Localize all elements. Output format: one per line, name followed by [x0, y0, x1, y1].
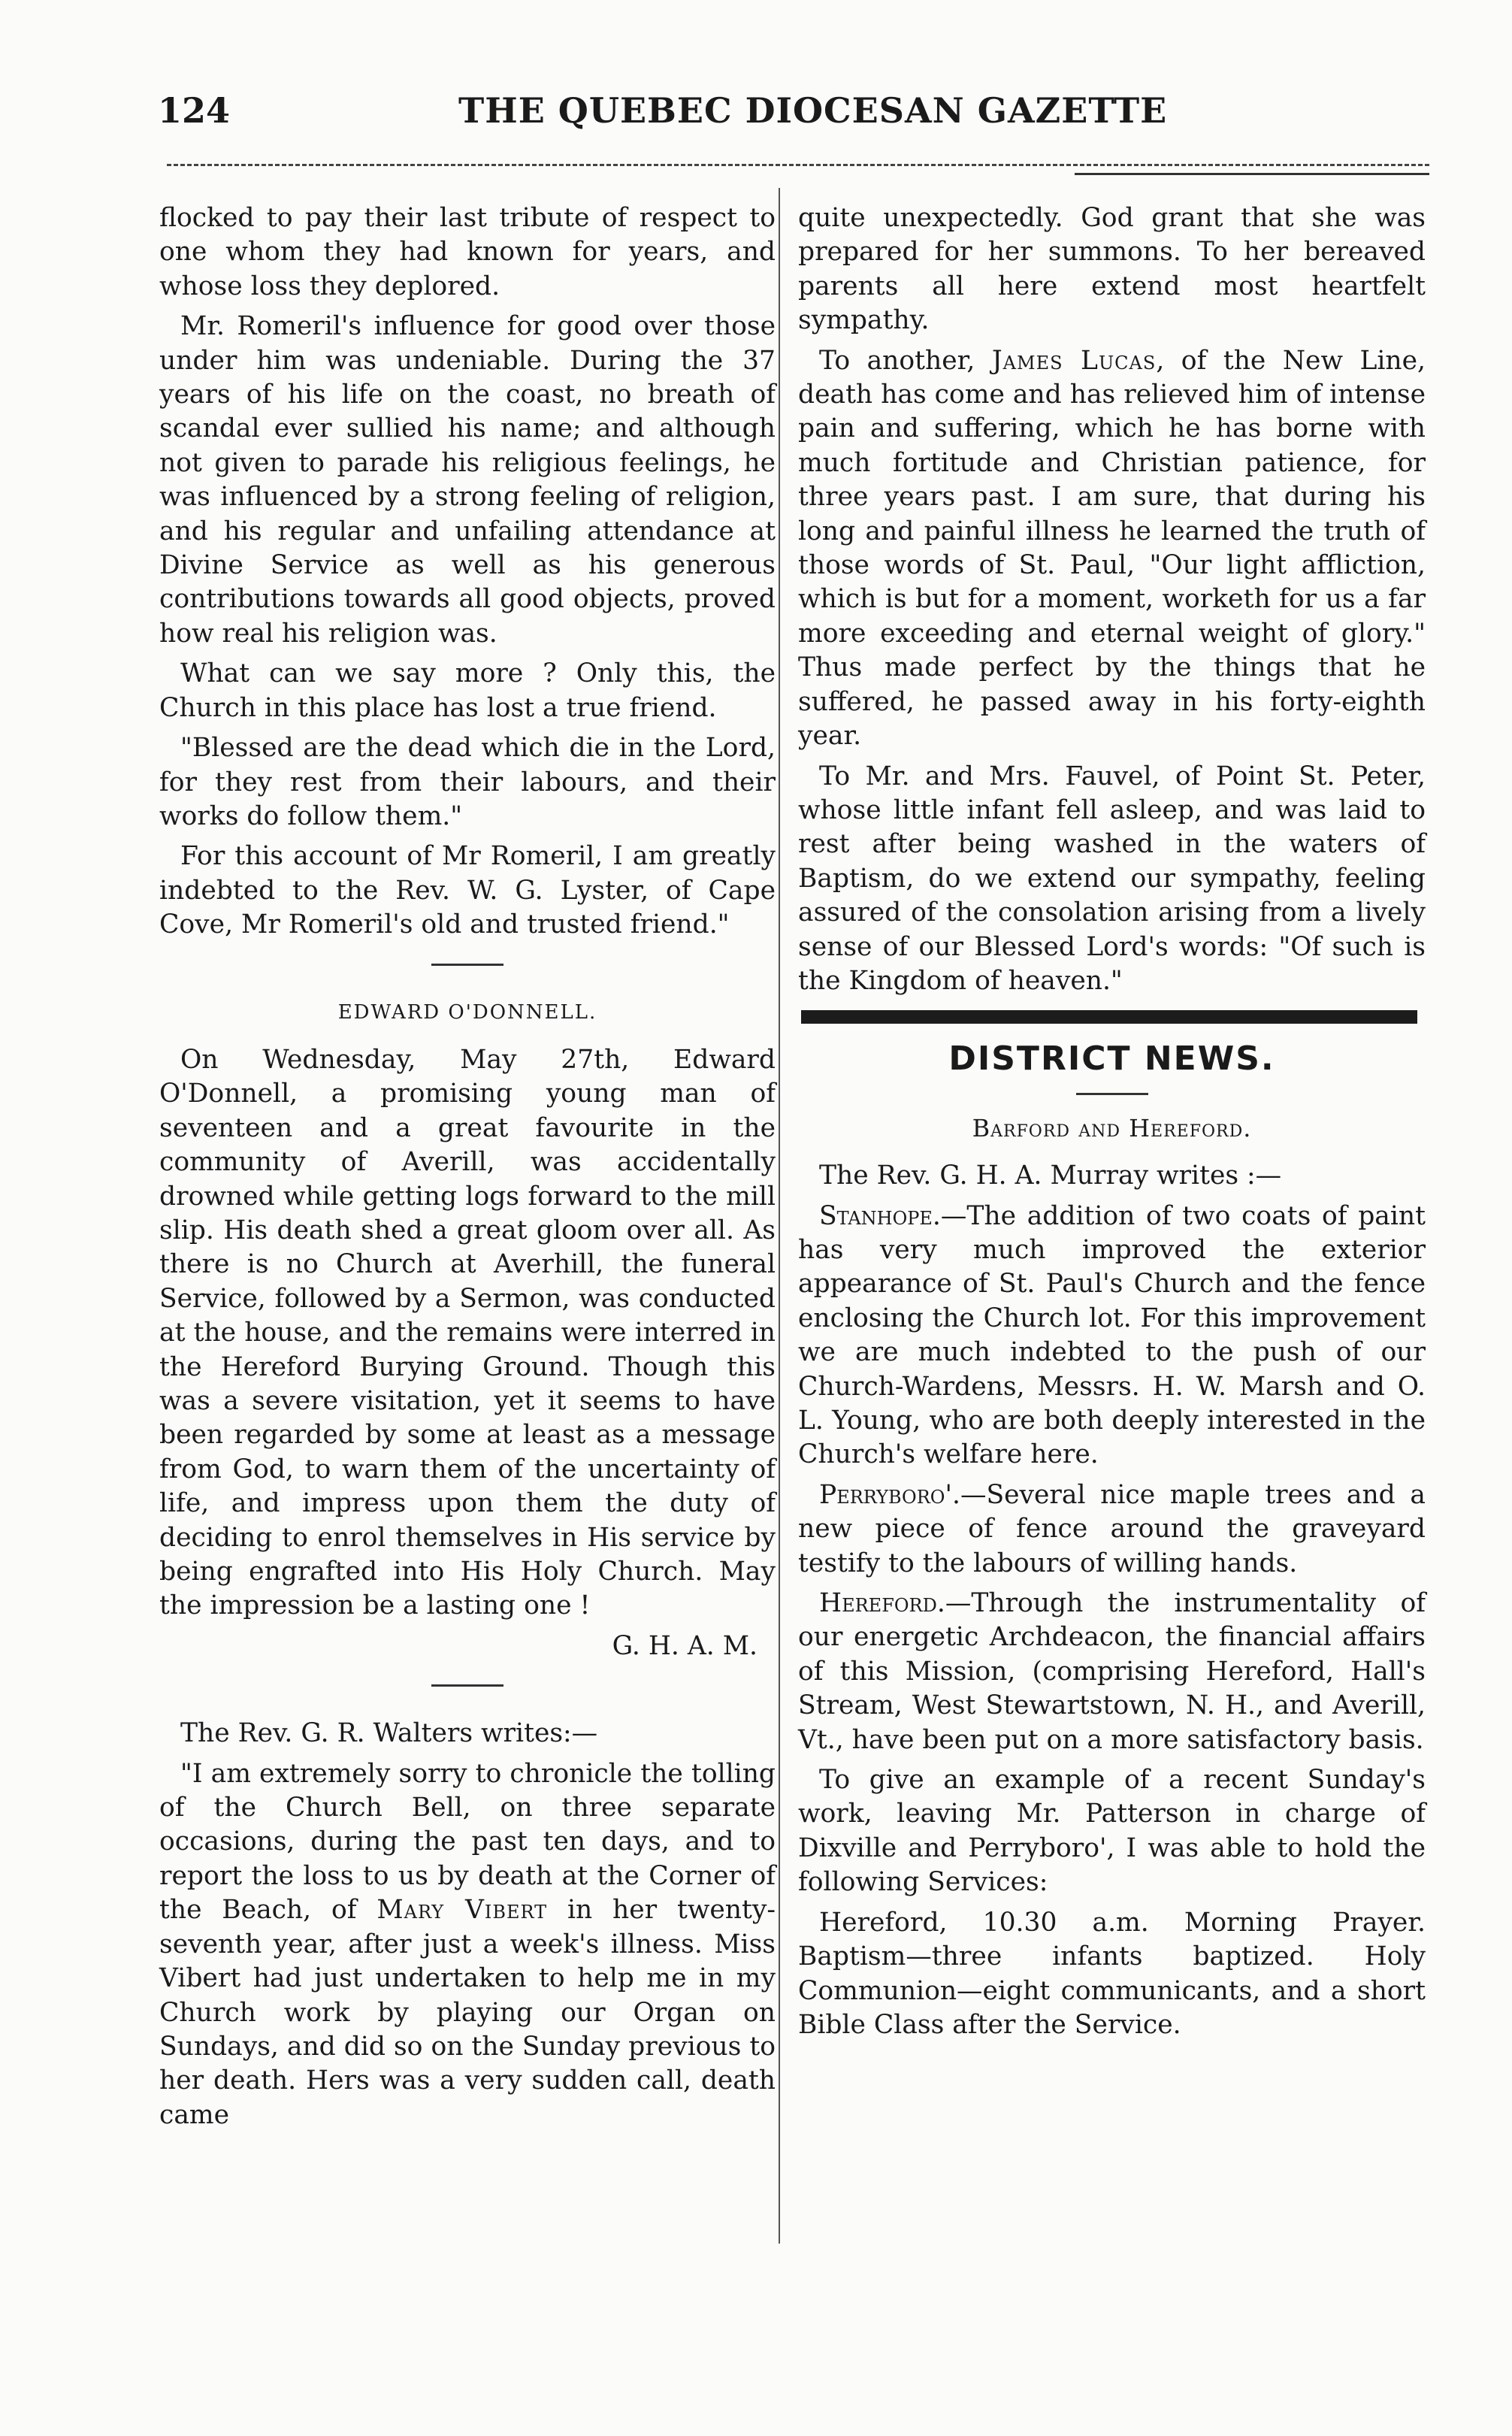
paragraph [798, 344, 1426, 754]
text-run: —The addition of two coats of paint has very much improved the exterior appearance of St. Paul's Church and the fence enclosing the Church lot. For this improvement we are much indebted to the push of our Church-Wardens, Messrs. H. W. Marsh and O. L. Young, who are both deeply interested in the Church's welfare here. [798, 1200, 1426, 1470]
paragraph: On Wednesday, May 27th, Edward O'Donnell, a promising young man of seventeen and a great favourite in the community of Averill, was accidentally drowned while getting logs forward to the mill slip. His death shed a great gloom over all. As there is no Church at Averhill, the funeral Service, followed by a Sermon, was conducted at the house, and the remains were interred in the Hereford Burying Ground. Though this was a severe visitation, yet it seems to have been regarded by some at least as a message from God, to warn them of the uncertainty of life, and impress upon them the duty of deciding to enrol themselves in His service by being engrafted into His Holy Church. May the impression be a lasting one ! [159, 1044, 776, 1621]
page-header [158, 84, 1428, 144]
paragraph: The Rev. G. R. Walters writes:— [180, 1718, 598, 1749]
paragraph: To Mr. and Mrs. Fauvel, of Point St. Peter, whose little infant fell asleep, and was laid to rest after being washed in the waters of Baptism, do we extend our sympathy, feeling assured of the consolation arising from a lively sense of our Blessed Lord's words: "Of such is the Kingdom of heaven." [798, 761, 1426, 996]
obituary-heading: EDWARD O'DONNELL. [337, 1000, 597, 1024]
text-run: —Several nice maple trees and a new piece of fence around the graveyard testify to the labours of willing hands. [798, 1479, 1426, 1578]
paragraph [159, 1757, 776, 2132]
paragraph [798, 1200, 1426, 1472]
paragraph [798, 1587, 1426, 1757]
text-run: , of the New Line, death has come and has relieved him of intense pain and suffering, which he has borne with much fortitude and Christian patience, for three years past. I am sure, that during his long and painful illness he learned the truth of those words of St. Paul, "Our light affliction, which is but for a moment, worketh for us a far more exceeding and eternal weight of glory." Thus made perfect by the things that he suffered, he passed away in his forty-eighth year. [798, 345, 1426, 752]
paragraph: flocked to pay their last tribute of respect to one whom they had known for years, and whose loss they deplored. [159, 203, 776, 301]
header-rule [167, 164, 1429, 166]
paragraph [798, 1478, 1426, 1581]
paragraph: Hereford, 10.30 a.m. Morning Prayer. Baptism—three infants baptized. Holy Communion—eight communicants, and a short Bible Class after the Service. [798, 1907, 1426, 2040]
district-heading: Barford and Hereford. [972, 1113, 1252, 1142]
place-name: Stanhope. [819, 1200, 941, 1231]
paragraph: The Rev. G. H. A. Murray writes :— [819, 1161, 1282, 1191]
section-title: DISTRICT NEWS. [948, 1039, 1275, 1079]
text-run: —Through the instrumentality of our energetic Archdeacon, the financial affairs of this Mission, (comprising Hereford, Hall's Stream, West Stewartstown, N. H., and Averill, Vt., have been put on a more satisfactory basis. [798, 1588, 1426, 1755]
column-divider [779, 188, 780, 2244]
place-name: Perryboro'. [819, 1479, 960, 1510]
section-bar [801, 1010, 1417, 1024]
section-separator [431, 964, 503, 966]
paragraph: "Blessed are the dead which die in the Lord, for they rest from their labours, and their works do follow them." [159, 733, 776, 831]
paragraph: What can we say more ? Only this, the Church in this place has lost a true friend. [159, 658, 776, 723]
header-rule-right [1075, 173, 1429, 175]
paragraph: Mr. Romeril's influence for good over those under him was undeniable. During the 37 years of his life on the coast, no breath of scandal ever sullied his name; and although not given to parade his religious feelings, he was influenced by a strong feeling of religion, and his regular and unfailing attendance at Divine Service as well as his generous contributions towards all good objects, proved how real his religion was. [159, 311, 776, 649]
place-name: Hereford. [819, 1588, 945, 1619]
text-run: "I am extremely sorry to chronicle the tolling of the Church Bell, on three separate occasions, during the past ten days, and to report the loss to us by death at the Corner of the Beach, of [159, 1758, 776, 1926]
paragraph: For this account of Mr Romeril, I am greatly indebted to the Rev. W. G. Lyster, of Cape Cove, Mr Romeril's old and trusted friend." [159, 841, 776, 940]
paragraph: quite unexpectedly. God grant that she was prepared for her summons. To her bereaved parents all here extend most heartfelt sympathy. [798, 203, 1426, 336]
section-separator [1076, 1093, 1148, 1095]
signature: G. H. A. M. [612, 1630, 758, 1661]
left-column [159, 201, 776, 2138]
text-run: in her twenty-seventh year, after just a week's illness. Miss Vibert had just undertaken to help me in my Church work by playing our Organ on Sundays, and did so on the Sunday previous to her death. Hers was a very sudden call, death came [159, 1895, 776, 2130]
person-name: James Lucas [991, 345, 1157, 376]
person-name: Mary Vibert [376, 1895, 548, 1926]
publication-title: THE QUEBEC DIOCESAN GAZETTE [458, 90, 1168, 131]
text-run: To another, [819, 345, 992, 376]
section-separator [431, 1684, 503, 1687]
paragraph: To give an example of a recent Sunday's work, leaving Mr. Patterson in charge of Dixville and Perryboro', I was able to hold the following Services: [798, 1765, 1426, 1898]
right-column [798, 201, 1426, 2048]
page-number: 124 [158, 90, 231, 131]
